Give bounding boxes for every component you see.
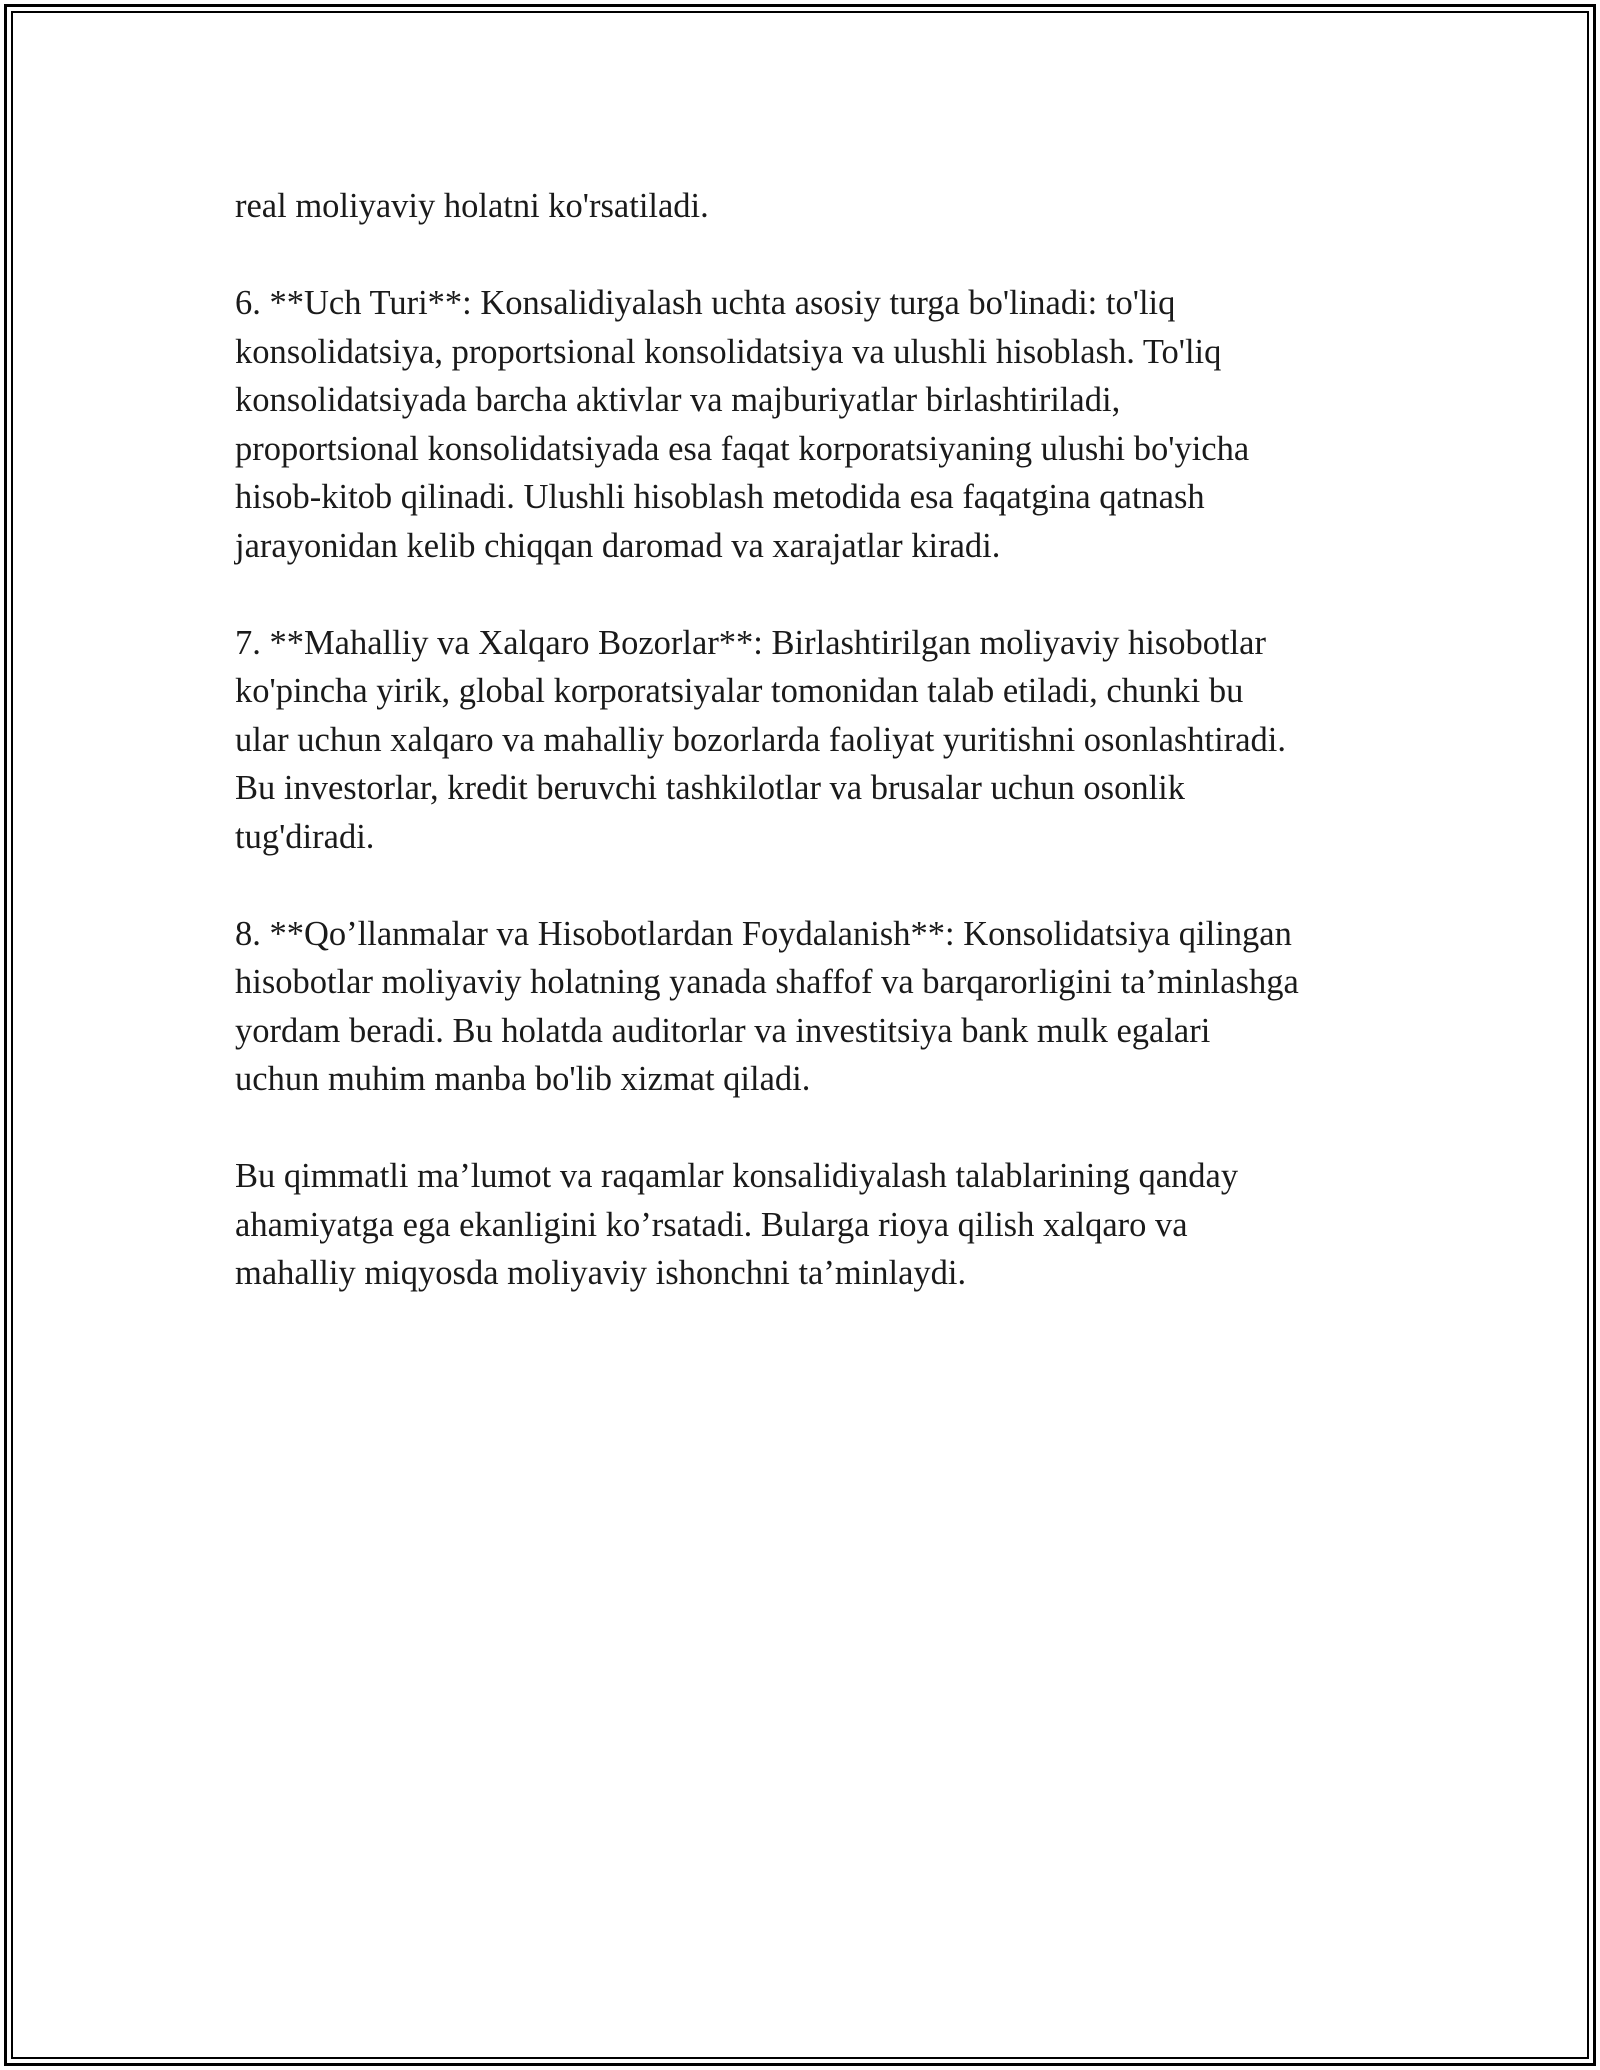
text-line: yordam beradi. Bu holatda auditorlar va investitsiya bank mulk egalari — [235, 1011, 1211, 1050]
paragraph-item-7 — [235, 619, 1415, 862]
text-line: konsolidatsiya, proportsional konsolidatsiya va ulushli hisoblash. To'liq — [235, 332, 1222, 371]
text-line: jarayonidan kelib chiqqan daromad va xarajatlar kiradi. — [235, 526, 1001, 565]
text-line: real moliyaviy holatni ko'rsatiladi. — [235, 187, 709, 225]
text-line: 6. **Uch Turi**: Konsalidiyalash uchta asosiy turga bo'linadi: to'liq — [235, 284, 1176, 322]
text-line: mahalliy miqyosda moliyaviy ishonchni ta’minlaydi. — [235, 1254, 967, 1292]
text-line: hisobotlar moliyaviy holatning yanada shaffof va barqarorligini ta’minlashga — [235, 963, 1299, 1001]
text-line: tug'diradi. — [235, 817, 375, 856]
text-line: uchun muhim manba bo'lib xizmat qiladi. — [235, 1060, 811, 1098]
text-line: Bu investorlar, kredit beruvchi tashkilotlar va brusalar uchun osonlik — [235, 769, 1186, 807]
paragraph-conclusion — [235, 1152, 1415, 1298]
text-line: ko'pincha yirik, global korporatsiyalar tomonidan talab etiladi, chunki bu — [235, 672, 1244, 710]
text-line: konsolidatsiyada barcha aktivlar va majburiyatlar birlashtiriladi, — [235, 381, 1121, 419]
paragraph-item-6 — [235, 279, 1415, 570]
text-line: 8. **Qo’llanmalar va Hisobotlardan Foydalanish**: Konsolidatsiya qilingan — [235, 914, 1292, 953]
text-line: ahamiyatga ega ekanligini ko’rsatadi. Bularga rioya qilish xalqaro va — [235, 1205, 1188, 1244]
document-body — [235, 182, 1415, 1346]
paragraph-item-8 — [235, 910, 1415, 1104]
paragraph-continuation — [235, 182, 1415, 231]
text-line: Bu qimmatli ma’lumot va raqamlar konsalidiyalash talablarining qanday — [235, 1157, 1239, 1195]
text-line: proportsional konsolidatsiyada esa faqat korporatsiyaning ulushi bo'yicha — [235, 429, 1250, 468]
text-line: ular uchun xalqaro va mahalliy bozorlarda faoliyat yuritishni osonlashtiradi. — [235, 720, 1286, 759]
text-line: hisob-kitob qilinadi. Ulushli hisoblash metodida esa faqatgina qatnash — [235, 478, 1205, 516]
text-line: 7. **Mahalliy va Xalqaro Bozorlar**: Birlashtirilgan moliyaviy hisobotlar — [235, 623, 1266, 662]
